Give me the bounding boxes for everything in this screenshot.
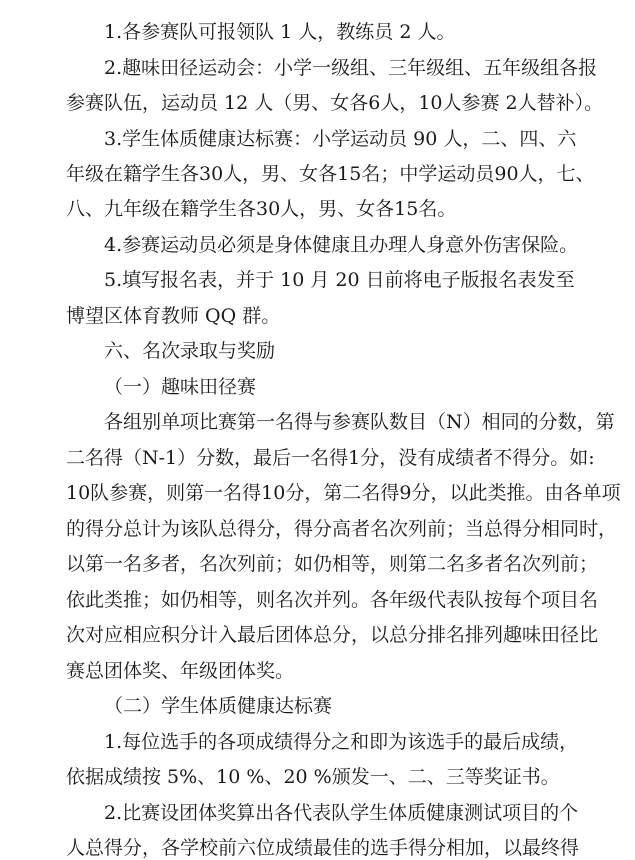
- text-line: 年级在籍学生各30人，男、女各15名；中学运动员90人，七、: [66, 163, 595, 185]
- text-line: 2.趣味田径运动会：小学一级组、三年级组、五年级组各报: [104, 57, 598, 79]
- text-line: 次对应相应积分计入最后团体总分，以总分排名排列趣味田径比: [66, 624, 599, 646]
- text-line: 4.参赛运动员必须是身体健康且办理人身意外伤害保险。: [104, 234, 579, 256]
- text-line: 八、九年级在籍学生各30人，男、女各15名。: [66, 198, 457, 220]
- text-line: 10队参赛，则第一名得10分，第二名得9分，以此类推。由各单项: [66, 482, 621, 504]
- text-line: 各组别单项比赛第一名得与参赛队数目（N）相同的分数，第: [104, 411, 615, 433]
- text-line: 5.填写报名表，并于 10 月 20 日前将电子版报名表发至: [104, 269, 575, 291]
- section-heading: 六、名次录取与奖励: [104, 340, 276, 362]
- text-line: 2.比赛设团体奖算出各代表队学生体质健康测试项目的个: [104, 802, 579, 824]
- text-line: 以第一名多者，名次列前；如仍相等，则第二名多者名次列前；: [66, 553, 599, 575]
- text-line: 人总得分，各学校前六位成绩最佳的选手得分相加，以最终得: [66, 837, 580, 859]
- subsection-heading: （一）趣味田径赛: [104, 376, 257, 398]
- text-line: 二名得（N-1）分数，最后一名得1分，没有成绩者不得分。如:: [66, 447, 595, 469]
- text-line: 3.学生体质健康达标赛：小学运动员 90 人，二、四、六: [104, 128, 577, 150]
- subsection-heading: （二）学生体质健康达标赛: [104, 695, 333, 717]
- text-line: 参赛队伍，运动员 12 人（男、女各6人，10人参赛 2人替补）。: [66, 92, 604, 114]
- text-line: 博望区体育教师 QQ 群。: [66, 305, 281, 327]
- text-line: 1.每位选手的各项成绩得分之和即为该选手的最后成绩，: [104, 731, 579, 753]
- text-line: 的得分总计为该队总得分，得分高者名次列前；当总得分相同时，: [66, 518, 618, 540]
- text-line: 1.各参赛队可报领队 1 人，教练员 2 人。: [104, 21, 456, 43]
- text-line: 赛总团体奖、年级团体奖。: [66, 660, 295, 682]
- text-line: 依此类推；如仍相等，则名次并列。各年级代表队按每个项目名: [66, 589, 599, 611]
- text-line: 依据成绩按 5%、10 %、20 %颁发一、二、三等奖证书。: [66, 766, 560, 788]
